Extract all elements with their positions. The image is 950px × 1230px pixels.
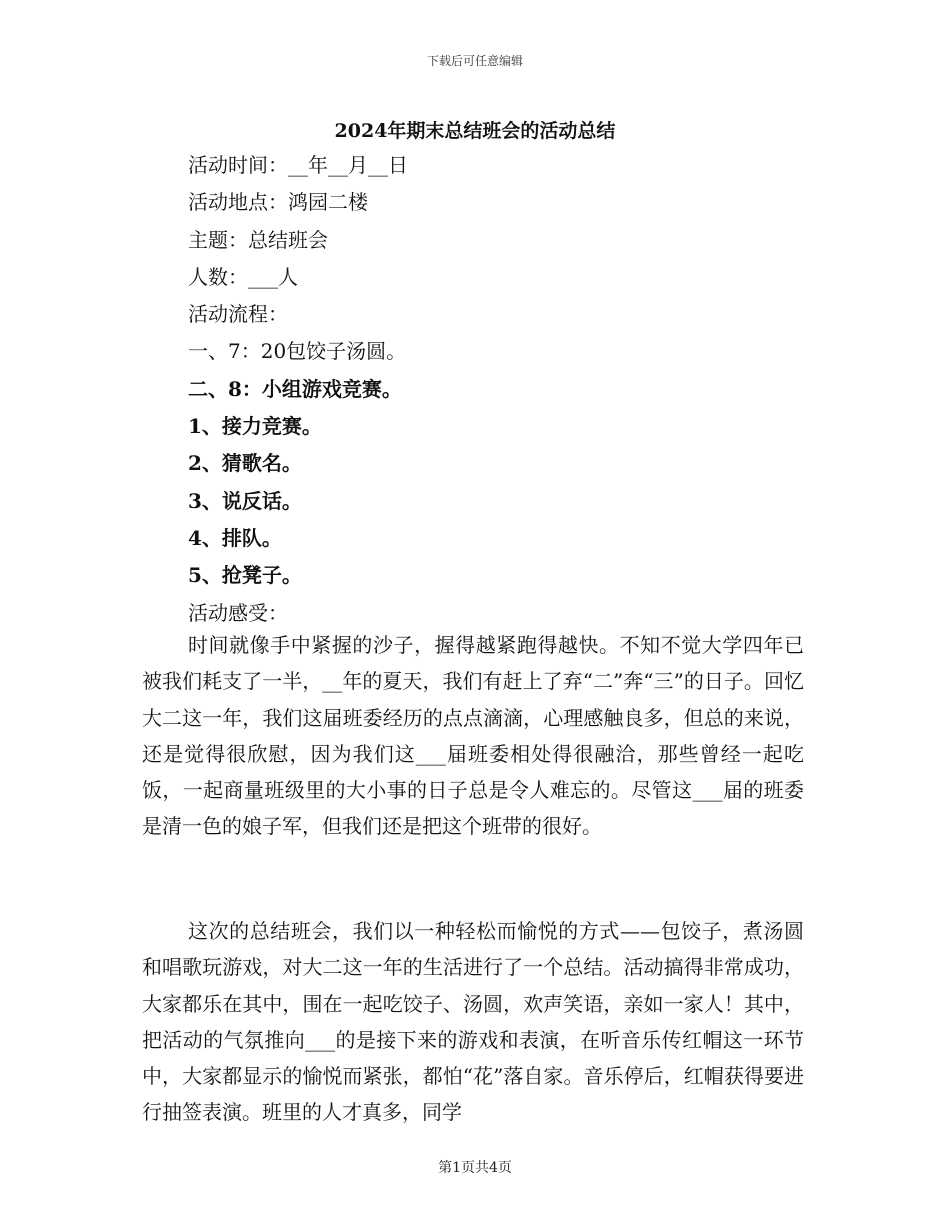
body-paragraph-1: 时间就像手中紧握的沙子，握得越紧跑得越快。不知不觉大学四年已被我们耗支了一半，__年的夏天，我们有赶上了弃“二”奔“三”的日子。回忆大二这一年，我们这届班委经历的点点滴滴，心理感触良多，但总的来说，还是觉得很欣慰，因为我们这___届班委相处得很融洽，那些曾经一起吃饭，一起商量班级里的大小事的日子总是令人难忘的。尽管这___届的班委是清一色的娘子军，但我们还是把这个班带的很好。 [142,633,804,839]
body-paragraph-2: 这次的总结班会，我们以一种轻松而愉悦的方式——包饺子，煮汤圆和唱歌玩游戏，对大二这一年的生活进行了一个总结。活动搞得非常成功，大家都乐在其中，围在一起吃饺子、汤圆，欢声笑语，亲如一家人！其中，把活动的气氛推向___的是接下来的游戏和表演，在听音乐传红帽这一环节中，大家都显示的愉悦而紧张，都怕“花”落自家。音乐停后，红帽获得要进行抽签表演。班里的人才真多，同学 [142,919,804,1125]
process-step-2: 二、8：小组游戏竞赛。 [188,376,402,401]
info-line-theme: 主题：总结班会 [188,227,328,252]
game-item-3: 3、说反话。 [188,488,302,513]
page-footer: 第1页共4页 [438,1160,512,1176]
info-line-process: 活动流程： [188,302,288,327]
page-header: 下载后可任意编辑 [426,54,523,68]
feelings-heading: 活动感受： [188,600,288,625]
game-item-5: 5、抢凳子。 [188,563,302,588]
document-title: 2024年期末总结班会的活动总结 [334,120,616,142]
game-item-1: 1、接力竞赛。 [188,414,322,439]
game-item-4: 4、排队。 [188,525,282,550]
info-line-time: 活动时间：__年__月__日 [188,153,408,177]
activity-info-list [188,147,828,632]
info-line-count: 人数：___人 [188,264,298,289]
game-item-2: 2、猜歌名。 [188,451,302,476]
process-step-1: 一、7：20包饺子汤圆。 [188,339,407,364]
info-line-location: 活动地点：鸿园二楼 [188,190,368,215]
